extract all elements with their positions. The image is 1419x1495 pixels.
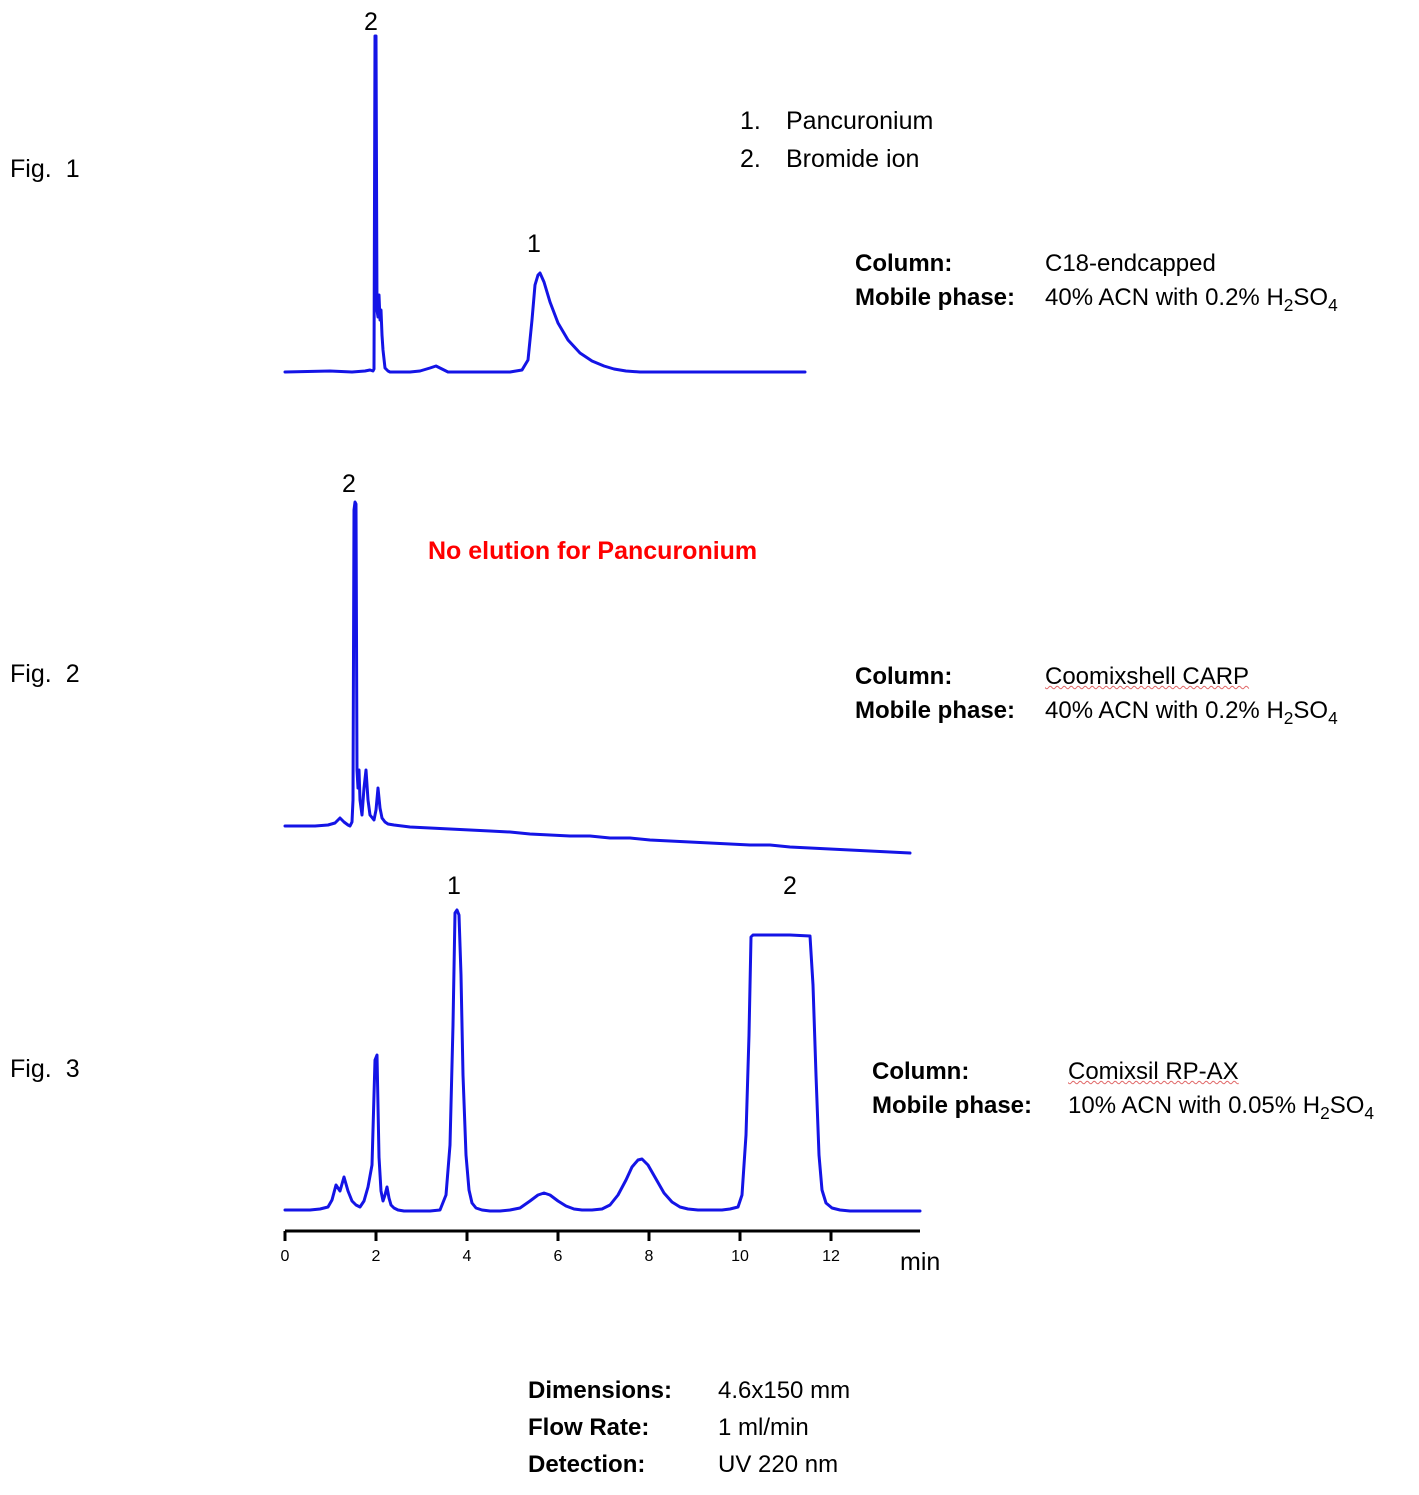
mobile-value-sub2: 4	[1364, 1102, 1375, 1123]
figure-1-mobile-value	[1045, 281, 1338, 322]
method-parameters	[528, 1372, 850, 1483]
x-axis-tick-8: 8	[644, 1248, 654, 1265]
x-axis-tick-12: 12	[822, 1248, 840, 1265]
mobile-value-sub1: 2	[1283, 294, 1294, 315]
mobile-value-post: SO	[1293, 284, 1329, 311]
figure-3-label-prefix: Fig.	[10, 1055, 52, 1083]
chromatogram-fig3	[270, 895, 950, 1225]
x-axis-tick-10: 10	[731, 1248, 749, 1265]
peak-label-fig2-2: 2	[342, 470, 356, 498]
legend-item-number: 1.	[740, 107, 761, 135]
peak-label-fig1-1: 1	[527, 230, 541, 258]
figure-1-column-value: C18-endcapped	[1045, 250, 1216, 277]
figure-1-column-key: Column:	[855, 250, 953, 277]
figure-2-column-row	[855, 660, 1338, 694]
x-axis-tick-0: 0	[280, 1248, 290, 1265]
figure-3-column-row	[872, 1055, 1374, 1089]
figure-2-label-prefix: Fig.	[10, 660, 52, 688]
mobile-value-pre: 40% ACN with 0.2% H	[1045, 284, 1284, 311]
mobile-value-sub2: 4	[1328, 707, 1338, 728]
figure-2-info	[855, 660, 1338, 735]
method-row-flow-rate	[528, 1409, 850, 1446]
peak-label-fig3-1: 1	[447, 872, 461, 900]
flow-rate-value: 1 ml/min	[718, 1414, 809, 1441]
detection-key: Detection:	[528, 1451, 646, 1478]
x-axis-tick-2: 2	[371, 1248, 381, 1265]
mobile-value-post: SO	[1329, 1092, 1365, 1119]
figure-3-mobile-value	[1068, 1089, 1374, 1130]
chromatogram-fig1	[270, 20, 930, 390]
mobile-value-sub1: 2	[1320, 1102, 1330, 1123]
legend-item-number: 2.	[740, 145, 761, 173]
figure-2-label-number: 2	[65, 660, 80, 688]
mobile-value-pre: 40% ACN with 0.2% H	[1045, 697, 1284, 724]
legend-item-label: Bromide ion	[786, 145, 920, 173]
figure-1-info	[855, 247, 1338, 322]
x-axis	[270, 1225, 950, 1245]
mobile-value-pre: 10% ACN with 0.05% H	[1068, 1092, 1321, 1119]
figure-2-mobile-value	[1045, 694, 1338, 735]
figure-2-mobile-key: Mobile phase:	[855, 697, 1016, 724]
figure-1-mobile-key: Mobile phase:	[855, 284, 1016, 311]
figure-1-label	[10, 155, 80, 184]
figure-3-column-value: Comixsil RP-AX	[1068, 1058, 1239, 1085]
figure-3-mobile-key: Mobile phase:	[872, 1092, 1033, 1119]
figure-3-mobile-row	[872, 1089, 1374, 1130]
figure-2-label	[10, 660, 80, 689]
chromatogram-fig2	[270, 470, 930, 870]
mobile-value-sub1: 2	[1283, 707, 1294, 728]
x-axis-tick-6: 6	[553, 1248, 563, 1265]
figure-1-label-prefix: Fig.	[10, 155, 52, 183]
figure-1-column-row	[855, 247, 1338, 281]
dimensions-key: Dimensions:	[528, 1377, 673, 1404]
figure-3-label	[10, 1055, 80, 1084]
figure-1-label-number: 1	[65, 155, 80, 183]
peak-label-fig1-2: 2	[364, 8, 378, 36]
legend-item-label: Pancuronium	[786, 107, 934, 135]
figure-3-column-key: Column:	[872, 1058, 970, 1085]
dimensions-value: 4.6x150 mm	[718, 1377, 851, 1404]
method-row-detection	[528, 1446, 850, 1483]
mobile-value-post: SO	[1293, 697, 1329, 724]
detection-value: UV 220 nm	[718, 1451, 839, 1478]
x-axis-unit-label: min	[900, 1248, 941, 1276]
figure-2-column-key: Column:	[855, 663, 953, 690]
figure-3-label-number: 3	[65, 1055, 80, 1083]
figure-2-column-value: Coomixshell CARP	[1045, 663, 1250, 690]
figure-2-mobile-row	[855, 694, 1338, 735]
peak-label-fig3-2: 2	[783, 872, 797, 900]
x-axis-tick-4: 4	[462, 1248, 472, 1265]
flow-rate-key: Flow Rate:	[528, 1414, 650, 1441]
figure-3-info	[872, 1055, 1374, 1130]
mobile-value-sub2: 4	[1328, 294, 1338, 315]
figure-1-mobile-row	[855, 281, 1338, 322]
method-row-dimensions	[528, 1372, 850, 1409]
no-elution-note: No elution for Pancuronium	[428, 537, 758, 565]
